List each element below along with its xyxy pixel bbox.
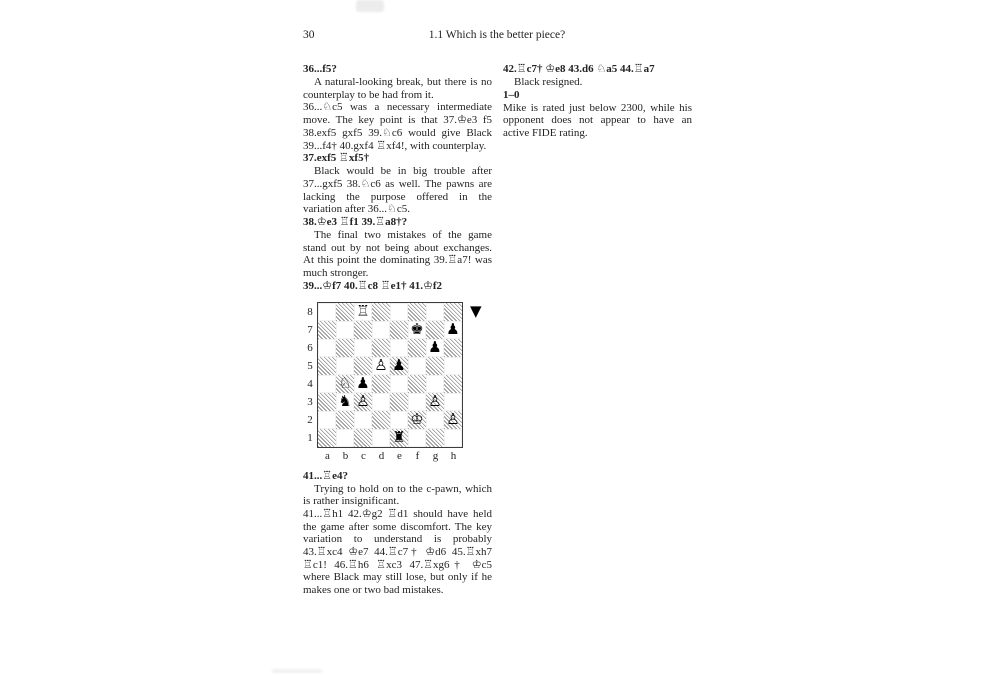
square-g7 — [426, 321, 444, 339]
square-g6 — [426, 339, 444, 357]
white-pawn-icon: ♙ — [446, 410, 460, 429]
square-h7 — [444, 321, 462, 339]
paragraph: Black would be in big trouble after 37...gxf5 38.♘c6 as well. The pawns are lacking the purpose offered in the variation after 36...♘c5. — [303, 165, 492, 216]
square-b7 — [336, 321, 354, 339]
square-b1 — [336, 429, 354, 447]
move-heading: 42.♖c7† ♔e8 43.d6 ♘a5 44.♖a7 — [503, 63, 655, 75]
square-e4 — [390, 375, 408, 393]
running-header: 1.1 Which is the better piece? — [428, 29, 566, 41]
square-a4 — [318, 375, 336, 393]
rank-label: 8 — [307, 306, 313, 319]
white-pawn-icon: ♙ — [374, 356, 388, 375]
square-h5 — [444, 357, 462, 375]
square-f2 — [408, 411, 426, 429]
square-h8 — [444, 303, 462, 321]
move-heading: 37.exf5 ♖xf5† — [303, 152, 370, 165]
square-c2 — [354, 411, 372, 429]
square-f1 — [408, 429, 426, 447]
file-label: b — [342, 449, 349, 462]
right-column — [503, 63, 692, 140]
square-e2 — [390, 411, 408, 429]
square-a3 — [318, 393, 336, 411]
square-h6 — [444, 339, 462, 357]
paragraph: 41...♖h1 42.♔g2 ♖d1 should have held the game after some discomfort. The key variation to understand is probably 43.♖xc4 ♔e7 44.♖c7† ♔d6 45.♖xh7 ♖c1! 46.♖h6 ♖xc3 47.♖xg6† ♔c5 where Black may still lose, but only if he makes one or two bad mistakes. — [303, 507, 492, 597]
paragraph: A natural-looking break, but there is no counterplay to be had from it. — [303, 76, 492, 101]
square-f3 — [408, 393, 426, 411]
square-b2 — [336, 411, 354, 429]
square-a5 — [318, 357, 336, 375]
move-heading: 38.♔e3 ♖f1 39.♖a8†? — [303, 216, 408, 229]
square-c6 — [354, 339, 372, 357]
square-c3 — [354, 393, 372, 411]
black-rook-icon: ♜ — [392, 428, 406, 447]
white-knight-icon: ♘ — [338, 374, 352, 393]
paragraph: 36...♘c5 was a necessary intermediate move. The key point is that 37.♔e3 f5 38.exf5 gxf5 39.♘c6 would give Black 39...f4† 40.gxf4 ♖xf4!, with counterplay. — [303, 101, 492, 152]
scan-artifact-top — [356, 0, 384, 12]
file-label: e — [397, 449, 402, 462]
square-g3 — [426, 393, 444, 411]
square-e3 — [390, 393, 408, 411]
square-g8 — [426, 303, 444, 321]
rank-label: 7 — [307, 324, 313, 337]
black-pawn-icon: ♟ — [446, 320, 460, 339]
square-g1 — [426, 429, 444, 447]
rank-label: 5 — [307, 360, 313, 373]
white-rook-icon: ♖ — [356, 302, 370, 321]
left-column — [303, 63, 492, 597]
square-f7 — [408, 321, 426, 339]
move-heading: 39...♔f7 40.♖c8 ♖e1† 41.♔f2 — [303, 279, 443, 292]
square-d1 — [372, 429, 390, 447]
square-h1 — [444, 429, 462, 447]
move-heading: 36...f5? — [303, 63, 337, 75]
square-d4 — [372, 375, 390, 393]
page-number: 30 — [303, 29, 315, 41]
square-g5 — [426, 357, 444, 375]
square-g2 — [426, 411, 444, 429]
paragraph: The final two mistakes of the game stand out by not being about exchanges. At this point the dominating 39.♖a7! was much stronger. — [303, 229, 492, 280]
square-b5 — [336, 357, 354, 375]
file-label: g — [432, 449, 439, 462]
square-d7 — [372, 321, 390, 339]
square-a7 — [318, 321, 336, 339]
black-knight-icon: ♞ — [338, 392, 352, 411]
square-g4 — [426, 375, 444, 393]
paragraph: Black resigned. — [514, 76, 583, 88]
chess-diagram — [303, 302, 492, 463]
move-heading: 1–0 — [503, 88, 520, 101]
paragraph: Mike is rated just below 2300, while his opponent does not appear to have an active FIDE rating. — [503, 101, 692, 140]
square-f8 — [408, 303, 426, 321]
rank-label: 2 — [307, 414, 313, 427]
black-to-move-icon: ▼ — [470, 301, 482, 320]
square-e7 — [390, 321, 408, 339]
square-e8 — [390, 303, 408, 321]
square-a1 — [318, 429, 336, 447]
square-d6 — [372, 339, 390, 357]
file-label: h — [450, 449, 457, 462]
file-label: f — [415, 449, 420, 462]
square-d8 — [372, 303, 390, 321]
black-pawn-icon: ♟ — [356, 374, 370, 393]
square-d2 — [372, 411, 390, 429]
rank-labels — [303, 303, 317, 447]
square-e1 — [390, 429, 408, 447]
square-a2 — [318, 411, 336, 429]
file-label: c — [361, 449, 366, 462]
rank-label: 6 — [307, 342, 313, 355]
rank-label: 4 — [307, 378, 313, 391]
board-area — [303, 302, 492, 448]
square-a8 — [318, 303, 336, 321]
square-c4 — [354, 375, 372, 393]
square-f5 — [408, 357, 426, 375]
square-c1 — [354, 429, 372, 447]
square-a6 — [318, 339, 336, 357]
square-d5 — [372, 357, 390, 375]
square-b4 — [336, 375, 354, 393]
square-d3 — [372, 393, 390, 411]
move-heading: 41...♖e4? — [303, 469, 348, 482]
file-labels — [319, 450, 493, 463]
square-f6 — [408, 339, 426, 357]
square-c7 — [354, 321, 372, 339]
paragraph: Trying to hold on to the c-pawn, which is rather insignificant. — [303, 482, 492, 508]
square-c5 — [354, 357, 372, 375]
white-pawn-icon: ♙ — [356, 392, 370, 411]
square-f4 — [408, 375, 426, 393]
square-b3 — [336, 393, 354, 411]
file-label: d — [378, 449, 385, 462]
square-e5 — [390, 357, 408, 375]
file-label: a — [325, 449, 330, 462]
square-h4 — [444, 375, 462, 393]
rank-label: 1 — [307, 432, 313, 445]
scan-artifact-bottom — [272, 669, 322, 673]
square-e6 — [390, 339, 408, 357]
square-h3 — [444, 393, 462, 411]
black-pawn-icon: ♟ — [428, 338, 442, 357]
rank-label: 3 — [307, 396, 313, 409]
white-pawn-icon: ♙ — [428, 392, 442, 411]
square-h2 — [444, 411, 462, 429]
black-king-icon: ♚ — [410, 320, 424, 339]
white-king-icon: ♔ — [410, 410, 424, 429]
square-b6 — [336, 339, 354, 357]
chess-board — [317, 302, 463, 448]
square-b8 — [336, 303, 354, 321]
black-pawn-icon: ♟ — [392, 356, 406, 375]
square-c8 — [354, 303, 372, 321]
